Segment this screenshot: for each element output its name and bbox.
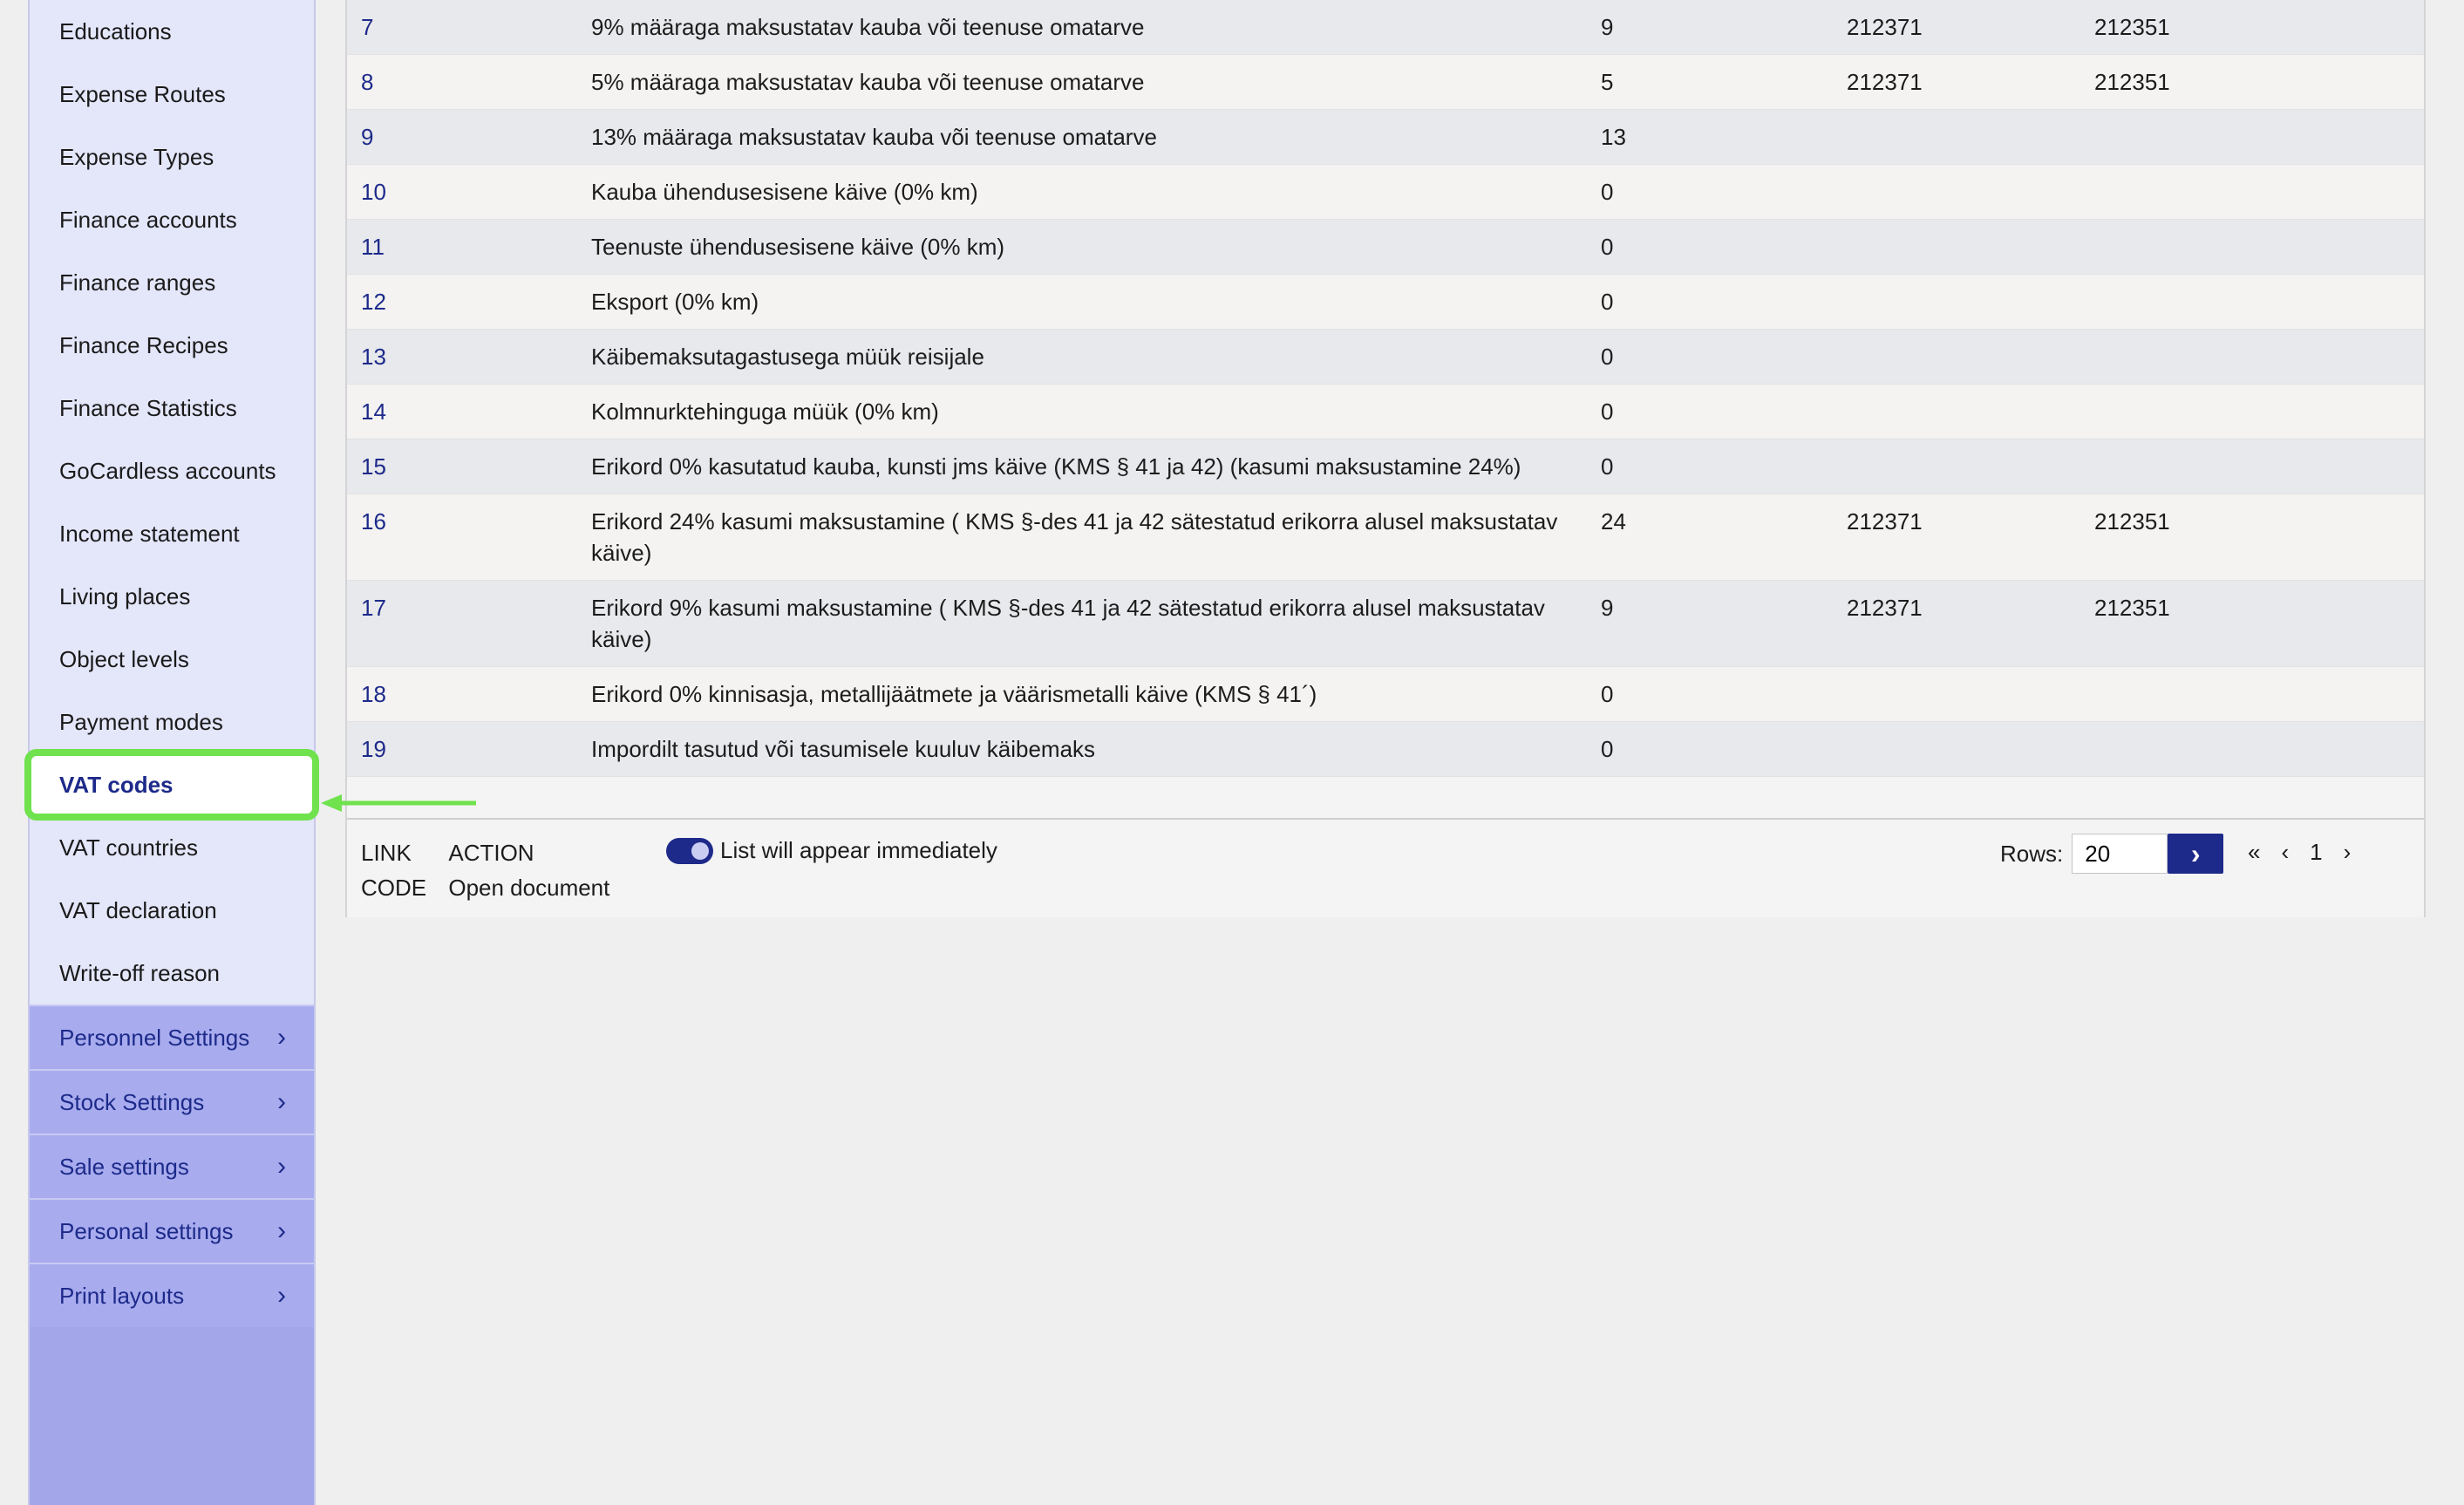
sales-account <box>1847 722 2094 745</box>
sidebar-group-label: Stock Settings <box>59 1088 205 1115</box>
sidebar-group-stock-settings[interactable] <box>30 1069 314 1134</box>
table-row[interactable] <box>347 165 2424 220</box>
sidebar-item-vat-codes[interactable]: VAT codes <box>24 749 319 821</box>
sidebar-item-finance-recipes[interactable]: Finance Recipes <box>59 331 228 358</box>
vat-code-link[interactable]: 19 <box>361 736 386 762</box>
vat-description: Impordilt tasutud või tasumisele kuuluv käibemaks <box>591 736 1096 762</box>
sidebar-item-living-places[interactable]: Living places <box>59 582 191 609</box>
immediate-list-toggle[interactable] <box>666 837 997 864</box>
sales-account <box>1847 165 2094 187</box>
open-document-action[interactable]: Open document <box>448 875 610 901</box>
purchase-account <box>2094 439 2408 462</box>
sidebar-item-payment-modes[interactable]: Payment modes <box>59 708 223 735</box>
column-action-legend <box>361 835 625 905</box>
table-row[interactable] <box>347 55 2424 110</box>
table-row[interactable] <box>347 275 2424 330</box>
table-row[interactable] <box>347 581 2424 667</box>
sidebar-item-gocardless-accounts[interactable]: GoCardless accounts <box>59 457 276 484</box>
vat-percent: 0 <box>1601 453 1614 480</box>
vat-description: Eksport (0% km) <box>591 289 759 315</box>
purchase-account <box>2094 275 2408 297</box>
table-row[interactable] <box>347 385 2424 439</box>
sidebar-item-finance-accounts[interactable]: Finance accounts <box>59 206 237 233</box>
purchase-account <box>2094 110 2408 133</box>
vat-percent: 0 <box>1601 736 1614 762</box>
purchase-account <box>2094 385 2408 407</box>
vat-code-link[interactable]: 16 <box>361 508 386 535</box>
code-label: CODE <box>361 875 427 901</box>
vat-percent: 0 <box>1601 398 1614 425</box>
sidebar-group-label: Sale settings <box>59 1153 189 1180</box>
vat-percent: 5 <box>1601 69 1614 95</box>
vat-code-link[interactable]: 9 <box>361 124 374 150</box>
vat-percent: 0 <box>1601 234 1614 260</box>
sales-account <box>1847 110 2094 133</box>
sidebar-item-list <box>30 0 314 1004</box>
sales-account <box>1847 220 2094 242</box>
table-row[interactable] <box>347 494 2424 581</box>
vat-code-link[interactable]: 7 <box>361 14 374 40</box>
vat-percent: 13 <box>1601 124 1626 150</box>
vat-description: Erikord 9% kasumi maksustamine ( KMS §-des 41 ja 42 sätestatud erikorra alusel maksustatav käive) <box>591 595 1545 652</box>
vat-percent: 9 <box>1601 595 1614 621</box>
sidebar-item-write-off-reason[interactable]: Write-off reason <box>59 959 221 986</box>
sidebar-item-finance-statistics[interactable]: Finance Statistics <box>59 394 237 421</box>
sidebar-group-personnel-settings[interactable] <box>30 1004 314 1069</box>
sidebar-item-vat-countries[interactable]: VAT countries <box>59 834 198 861</box>
sales-account: 212371 <box>1847 508 1923 535</box>
sales-account: 212371 <box>1847 69 1923 95</box>
chevron-right-icon: › <box>277 1087 286 1116</box>
toggle-switch[interactable] <box>666 838 713 864</box>
sidebar-item-vat-declaration[interactable]: VAT declaration <box>59 896 217 923</box>
table-row[interactable] <box>347 330 2424 385</box>
vat-percent: 0 <box>1601 344 1614 370</box>
vat-code-link[interactable]: 18 <box>361 681 386 707</box>
sidebar-item-expense-types[interactable]: Expense Types <box>59 143 214 170</box>
vat-percent: 0 <box>1601 179 1614 205</box>
vat-description: Kauba ühendusesisene käive (0% km) <box>591 179 978 205</box>
sales-account <box>1847 275 2094 297</box>
chevron-right-icon: › <box>277 1023 286 1052</box>
sidebar-group-personal-settings[interactable] <box>30 1198 314 1263</box>
rows-label: Rows: <box>2000 840 2064 867</box>
rows-apply-button[interactable] <box>2168 834 2223 874</box>
vat-description: Erikord 0% kasutatud kauba, kunsti jms käive (KMS § 41 ja 42) (kasumi maksustamine 24%) <box>591 453 1521 480</box>
vat-percent: 0 <box>1601 289 1614 315</box>
table-row[interactable] <box>347 722 2424 777</box>
next-page-icon[interactable]: › <box>2343 839 2352 865</box>
sidebar-item-income-statement[interactable]: Income statement <box>59 520 240 547</box>
action-label: ACTION <box>448 840 534 866</box>
sidebar-item-expense-routes[interactable]: Expense Routes <box>59 80 226 107</box>
vat-percent: 9 <box>1601 14 1614 40</box>
vat-description: Teenuste ühendusesisene käive (0% km) <box>591 234 1005 260</box>
purchase-account: 212351 <box>2094 595 2170 621</box>
vat-description: Kolmnurktehinguga müük (0% km) <box>591 398 939 425</box>
first-page-icon[interactable]: « <box>2248 839 2261 865</box>
vat-description: 9% määraga maksustatav kauba või teenuse omatarve <box>591 14 1145 40</box>
rows-input[interactable] <box>2072 834 2168 874</box>
vat-code-link[interactable]: 10 <box>361 179 386 205</box>
sales-account: 212371 <box>1847 595 1923 621</box>
sidebar-item-finance-ranges[interactable]: Finance ranges <box>59 269 216 296</box>
purchase-account: 212351 <box>2094 69 2170 95</box>
vat-percent: 0 <box>1601 681 1614 707</box>
sales-account <box>1847 330 2094 352</box>
sidebar <box>28 0 316 1505</box>
sidebar-group-sale-settings[interactable] <box>30 1134 314 1198</box>
toggle-label: List will appear immediately <box>720 837 997 863</box>
vat-code-link[interactable]: 14 <box>361 398 386 425</box>
chevron-right-icon: › <box>277 1216 286 1245</box>
vat-codes-table <box>345 0 2426 917</box>
sidebar-group-label: Personal settings <box>59 1217 234 1244</box>
purchase-account <box>2094 220 2408 242</box>
chevron-right-icon: › <box>277 1281 286 1310</box>
rows-control <box>2000 834 2223 874</box>
purchase-account: 212351 <box>2094 508 2170 535</box>
table-row[interactable] <box>347 220 2424 275</box>
sales-account <box>1847 667 2094 690</box>
table-row[interactable] <box>347 110 2424 165</box>
vat-code-link[interactable]: 13 <box>361 344 386 370</box>
pagination <box>2248 839 2372 866</box>
sidebar-group-list <box>30 1004 314 1327</box>
sidebar-item-object-levels[interactable]: Object levels <box>59 645 189 672</box>
table-row[interactable] <box>347 667 2424 722</box>
prev-page-icon[interactable]: ‹ <box>2281 839 2290 865</box>
vat-description: 13% määraga maksustatav kauba või teenuse omatarve <box>591 124 1157 150</box>
vat-code-link[interactable]: 11 <box>361 234 385 260</box>
table-row[interactable] <box>347 439 2424 494</box>
purchase-account <box>2094 722 2408 745</box>
vat-description: Käibemaksutagastusega müük reisijale <box>591 344 984 370</box>
table-footer <box>347 818 2424 917</box>
table-body <box>347 0 2424 777</box>
purchase-account <box>2094 667 2408 690</box>
vat-code-link[interactable]: 17 <box>361 595 386 621</box>
vat-code-link[interactable]: 8 <box>361 69 374 95</box>
chevron-right-icon: › <box>277 1152 286 1181</box>
chevron-right-icon: › <box>2190 837 2201 869</box>
vat-description: Erikord 24% kasumi maksustamine ( KMS §-des 41 ja 42 sätestatud erikorra alusel maksustatav käive) <box>591 508 1558 566</box>
vat-percent: 24 <box>1601 508 1626 535</box>
vat-description: 5% määraga maksustatav kauba või teenuse omatarve <box>591 69 1145 95</box>
purchase-account: 212351 <box>2094 14 2170 40</box>
toggle-knob <box>691 842 709 860</box>
purchase-account <box>2094 165 2408 187</box>
highlight-arrow-icon <box>321 793 478 814</box>
sidebar-item-educations[interactable]: Educations <box>59 17 172 44</box>
vat-description: Erikord 0% kinnisasja, metallijäätmete ja väärismetalli käive (KMS § 41´) <box>591 681 1317 707</box>
link-label: LINK <box>361 840 412 866</box>
vat-code-link[interactable]: 12 <box>361 289 386 315</box>
sidebar-group-print-layouts[interactable] <box>30 1263 314 1327</box>
sales-account <box>1847 439 2094 462</box>
vat-code-link[interactable]: 15 <box>361 453 386 480</box>
sidebar-group-label: Print layouts <box>59 1282 185 1309</box>
sales-account: 212371 <box>1847 14 1923 40</box>
sidebar-group-label: Personnel Settings <box>59 1024 250 1051</box>
purchase-account <box>2094 330 2408 352</box>
table-row[interactable] <box>347 0 2424 55</box>
current-page: 1 <box>2310 839 2323 865</box>
sales-account <box>1847 385 2094 407</box>
